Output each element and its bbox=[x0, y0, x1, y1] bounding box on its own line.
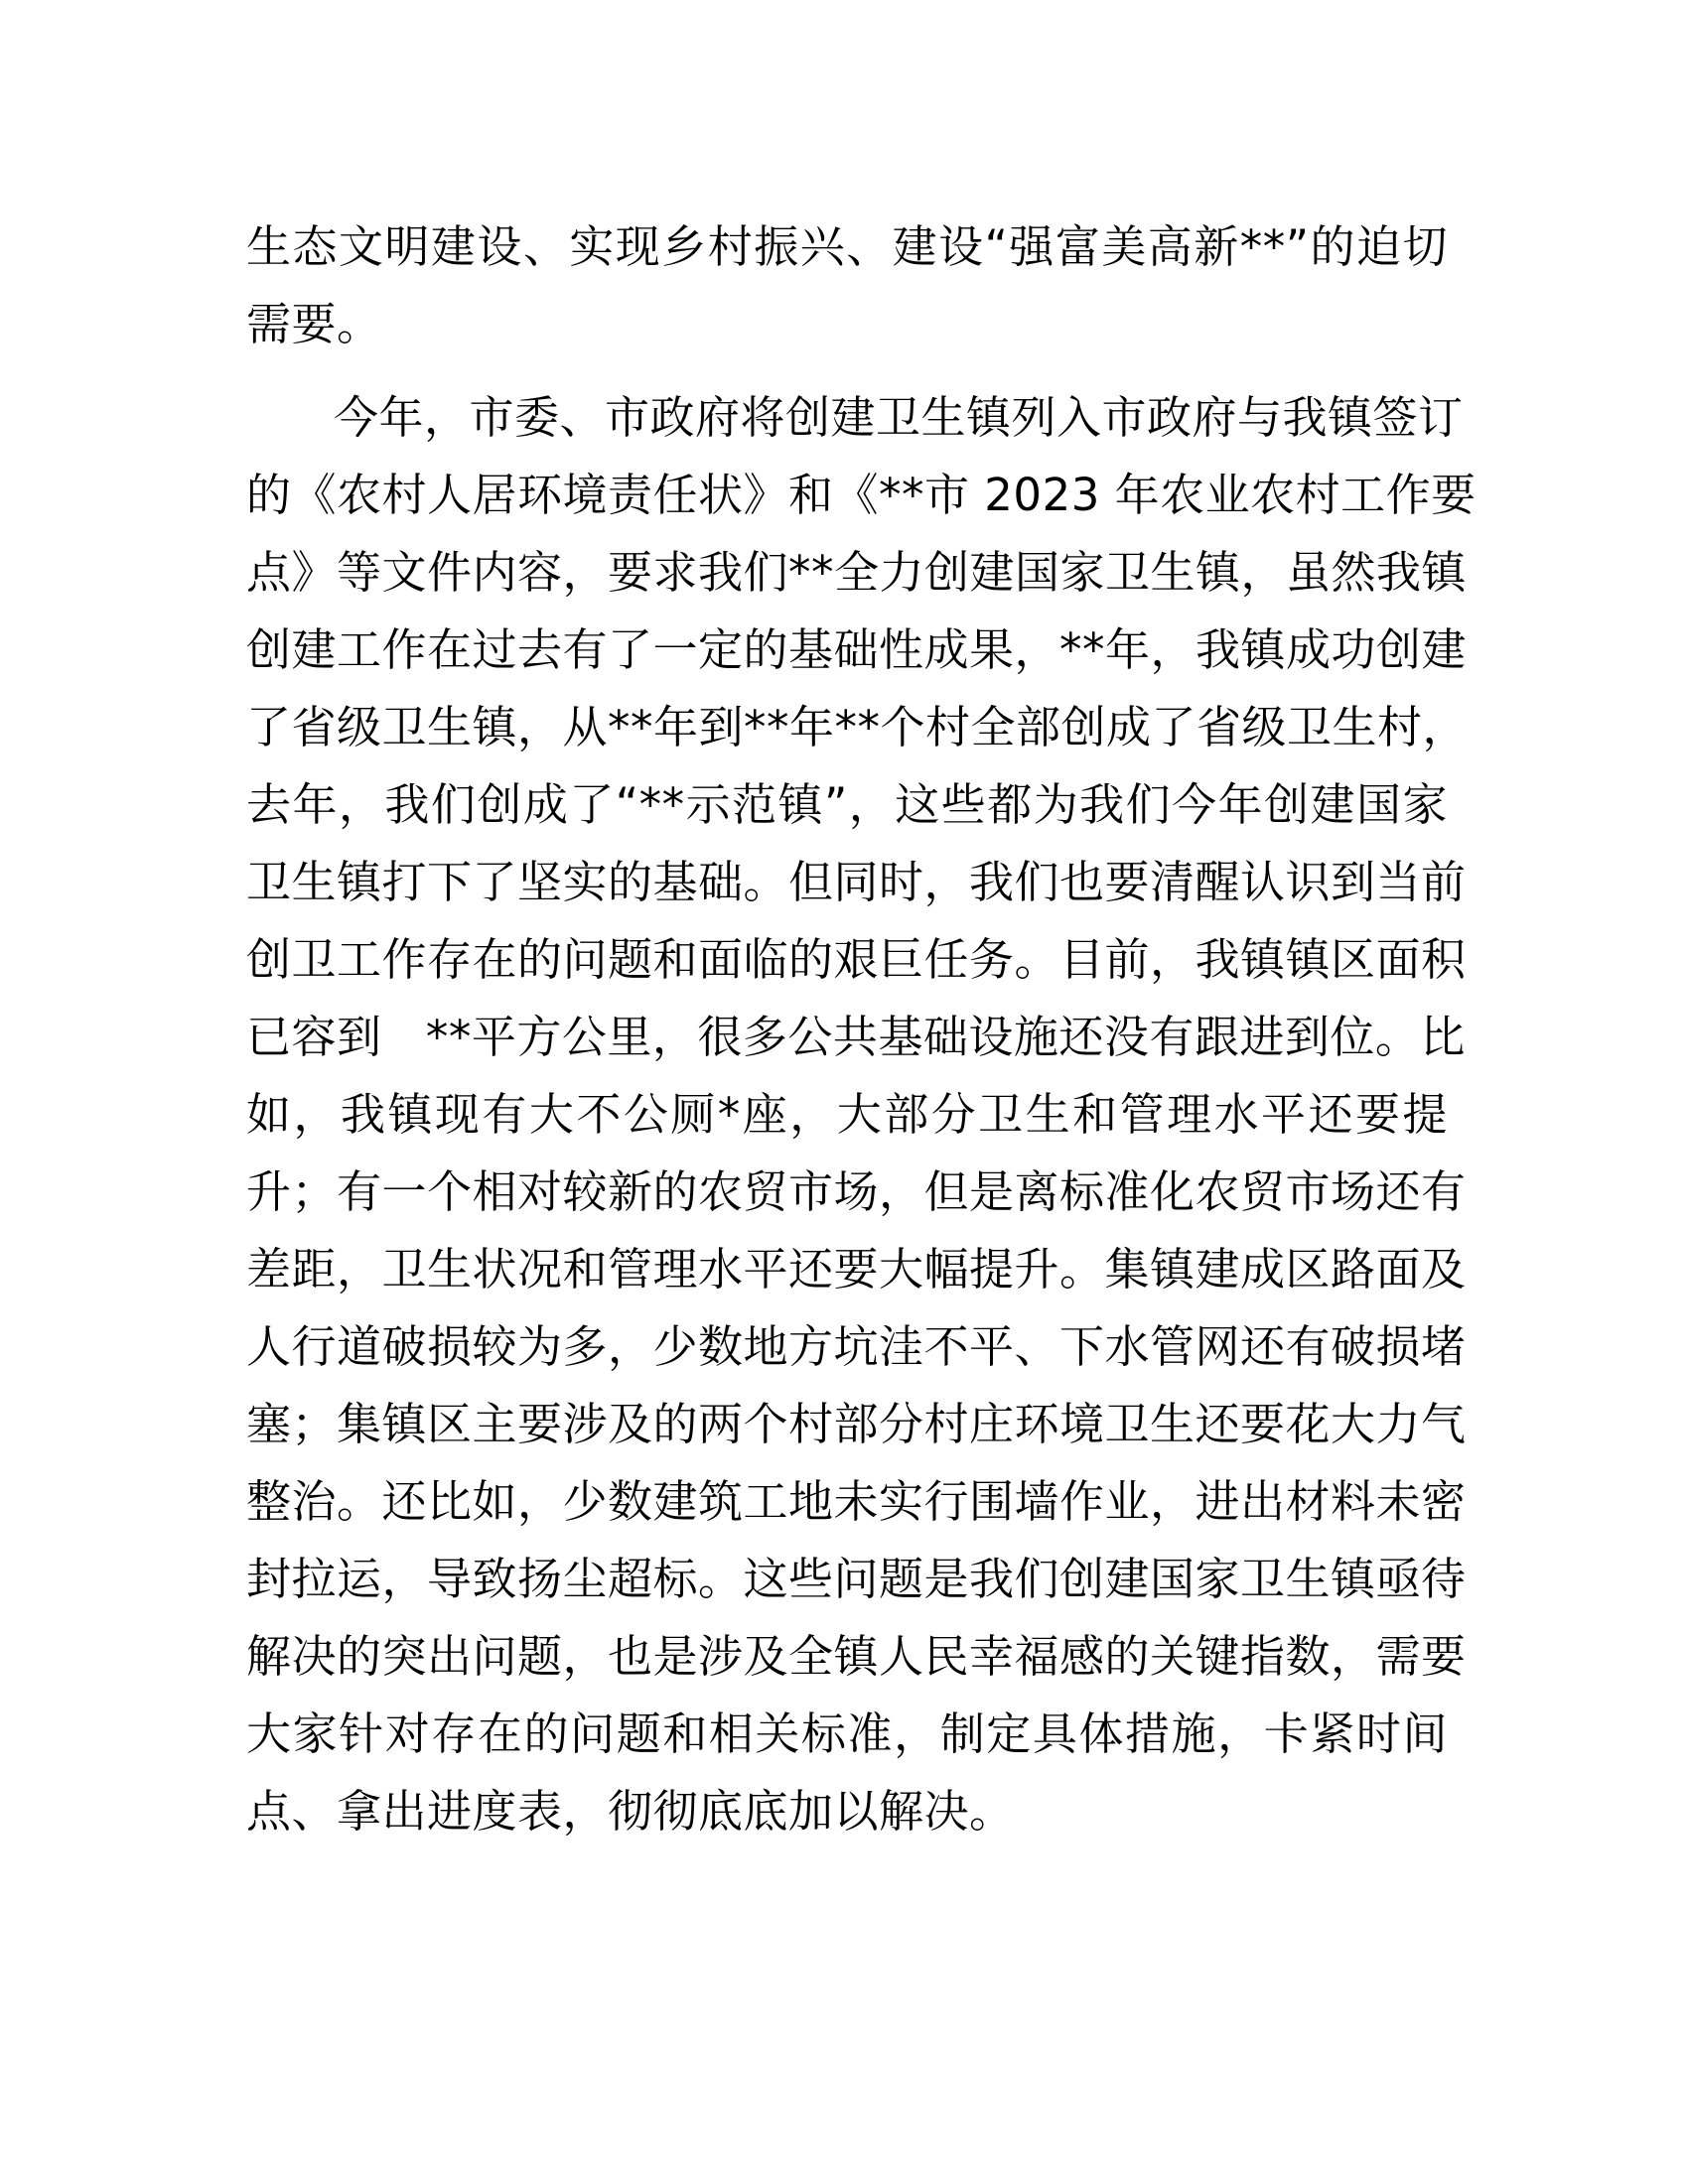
paragraph-2-line-16: 封拉运，导致扬尘超标。这些问题是我们创建国家卫生镇亟待 bbox=[246, 1553, 1467, 1605]
paragraph-2-line-4: 创建工作在过去有了一定的基础性成果，**年，我镇成功创建 bbox=[246, 623, 1468, 676]
paragraph-2-line-10: 如，我镇现有大不公厕*座，大部分卫生和管理水平还要提 bbox=[246, 1088, 1448, 1141]
paragraph-2-line-17: 解决的突出问题，也是涉及全镇人民幸福感的关键指数，需要 bbox=[246, 1630, 1467, 1683]
paragraph-2-line-1: 今年，市委、市政府将创建卫生镇列入市政府与我镇签订 bbox=[334, 391, 1464, 444]
paragraph-2-line-14: 塞；集镇区主要涉及的两个村部分村庄环境卫生还要花大力气 bbox=[246, 1398, 1467, 1450]
paragraph-2-line-5: 了省级卫生镇，从**年到**年**个村全部创成了省级卫生村， bbox=[246, 701, 1469, 753]
paragraph-2-line-6: 去年，我们创成了“**示范镇”，这些都为我们今年创建国家 bbox=[246, 778, 1448, 831]
paragraph-2-line-2: 的《农村人居环境责任状》和《**市 2023 年农业农村工作要 bbox=[246, 469, 1477, 521]
paragraph-1-line-1: 生态文明建设、实现乡村振兴、建设“强富美高新**”的迫切 bbox=[246, 220, 1448, 273]
paragraph-1-line-2: 需要。 bbox=[246, 298, 382, 350]
paragraph-2-line-12: 差距，卫生状况和管理水平还要大幅提升。集镇建成区路面及 bbox=[246, 1243, 1467, 1296]
paragraph-2-line-11: 升；有一个相对较新的农贸市场，但是离标准化农贸市场还有 bbox=[246, 1165, 1467, 1218]
paragraph-2-line-15: 整治。还比如，少数建筑工地未实行围墙作业，进出材料未密 bbox=[246, 1475, 1467, 1528]
paragraph-2-line-7: 卫生镇打下了坚实的基础。但同时，我们也要清醒认识到当前 bbox=[246, 856, 1467, 908]
paragraph-2-line-8: 创卫工作存在的问题和面临的艰巨任务。目前，我镇镇区面积 bbox=[246, 933, 1467, 986]
paragraph-2-line-13: 人行道破损较为多，少数地方坑洼不平、下水管网还有破损堵 bbox=[246, 1320, 1467, 1373]
paragraph-2-line-18: 大家针对存在的问题和相关标准，制定具体措施，卡紧时间 bbox=[246, 1707, 1448, 1760]
paragraph-2-line-9: 已容到 **平方公里，很多公共基础设施还没有跟进到位。比 bbox=[246, 1011, 1466, 1063]
paragraph-2-line-3: 点》等文件内容，要求我们**全力创建国家卫生镇，虽然我镇 bbox=[246, 546, 1468, 599]
paragraph-2-line-19: 点、拿出进度表，彻彻底底加以解决。 bbox=[246, 1785, 1015, 1838]
